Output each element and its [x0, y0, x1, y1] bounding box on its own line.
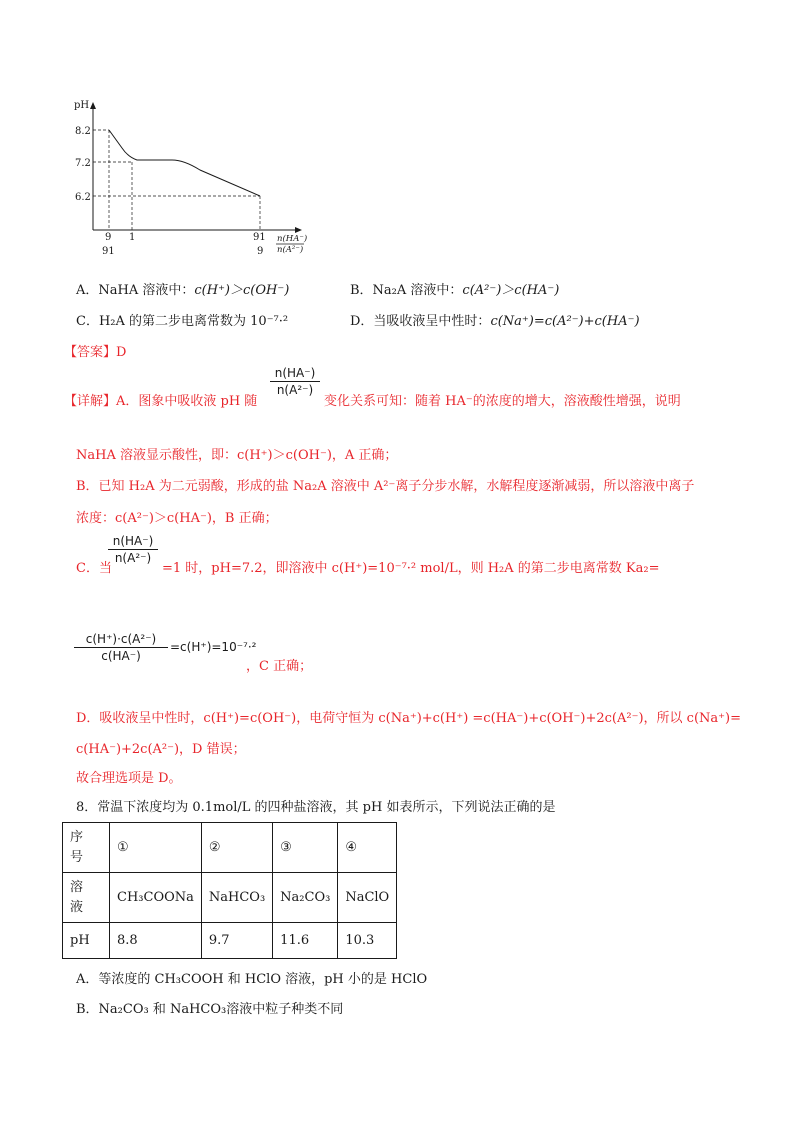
- detail-line-3: B．已知 H₂A 为二元弱酸，形成的盐 Na₂A 溶液中 A²⁻离子分步水解，水解程度逐渐减弱，所以溶液中离子: [76, 479, 695, 494]
- option-c: C．H₂A 的第二步电离常数为 10⁻⁷·²: [76, 314, 289, 329]
- x-tick-1: 1: [129, 232, 136, 243]
- table-cell: CH₃COONa: [110, 873, 202, 923]
- option-b: B．Na₂A 溶液中：c(A²⁻)＞c(HA⁻): [350, 283, 560, 298]
- option-d-expr: c(Na⁺)=c(A²⁻)+c(HA⁻): [490, 314, 640, 329]
- fraction-ha-a2-c: n(HA⁻) n(A²⁻): [108, 533, 158, 566]
- detail-line-5b: =1 时，pH=7.2，即溶液中 c(H⁺)=10⁻⁷·² mol/L，则 H₂A 的第二步电离常数 Ka₂=: [162, 561, 660, 576]
- detail-line-8: c(HA⁻)+2c(A²⁻)，D 错误；: [76, 742, 246, 757]
- option-b-expr: c(A²⁻)＞c(HA⁻): [462, 283, 560, 298]
- x-axis-label-num: n(HA⁻): [277, 234, 308, 244]
- table-cell: ②: [201, 823, 272, 873]
- q8-option-b: B．Na₂CO₃ 和 NaHCO₃溶液中粒子种类不同: [76, 1002, 344, 1017]
- detail-line-1b: 变化关系可知：随着 HA⁻的浓度的增大，溶液酸性增强，说明: [324, 394, 681, 409]
- y-tick-6-2: 6.2: [75, 192, 91, 203]
- detail-line-1a: 【详解】A．图象中吸收液 pH 随: [64, 394, 258, 409]
- table-row: [63, 923, 397, 959]
- equation-fraction: c(H⁺)·c(A²⁻) c(HA⁻): [74, 631, 168, 664]
- detail-line-9: 故合理选项是 D。: [76, 771, 182, 786]
- table-row: [63, 873, 397, 923]
- answer: 【答案】D: [64, 345, 127, 360]
- equation-tail: ，C 正确；: [246, 659, 313, 674]
- table-row: [63, 823, 397, 873]
- table-cell: 10.3: [338, 923, 397, 959]
- x-tick-91-9-num: 91: [253, 232, 266, 243]
- detail-line-7: D．吸收液呈中性时，c(H⁺)=c(OH⁻)，电荷守恒为 c(Na⁺)+c(H⁺) =c(HA⁻)+c(OH⁻)+2c(A²⁻)，所以 c(Na⁺)=: [76, 711, 741, 726]
- table-cell: 8.8: [110, 923, 202, 959]
- equation-rest: =c(H⁺)=10⁻⁷·²: [170, 640, 257, 654]
- fraction-ha-a2: n(HA⁻) n(A²⁻): [270, 365, 320, 398]
- y-axis-label: pH: [74, 100, 90, 111]
- table-cell: ③: [273, 823, 338, 873]
- table-cell: ①: [110, 823, 202, 873]
- x-tick-9-91-den: 91: [102, 246, 115, 257]
- y-tick-8-2: 8.2: [75, 126, 91, 137]
- option-d: D．当吸收液呈中性时：c(Na⁺)=c(A²⁻)+c(HA⁻): [350, 314, 640, 329]
- ph-chart: [60, 96, 320, 266]
- table-cell: 溶液: [70, 879, 84, 915]
- detail-line-5a: C．当: [76, 561, 112, 576]
- table-cell: 11.6: [273, 923, 338, 959]
- x-tick-9-91-num: 9: [105, 232, 112, 243]
- option-a: A．NaHA 溶液中：c(H⁺)＞c(OH⁻): [76, 283, 290, 298]
- option-a-expr: c(H⁺)＞c(OH⁻): [194, 283, 290, 298]
- x-axis-label-den: n(A²⁻): [277, 245, 304, 255]
- q8-option-a: A．等浓度的 CH₃COOH 和 HClO 溶液，pH 小的是 HClO: [76, 972, 428, 987]
- table-cell: ④: [338, 823, 397, 873]
- detail-line-4: 浓度：c(A²⁻)＞c(HA⁻)，B 正确；: [76, 511, 278, 526]
- ph-table: [62, 822, 397, 959]
- ph-curve: [109, 130, 260, 196]
- table-cell: 9.7: [201, 923, 272, 959]
- table-cell: pH: [63, 923, 110, 959]
- table-cell: 序号: [70, 829, 84, 865]
- y-tick-7-2: 7.2: [75, 158, 91, 169]
- table-cell: NaClO: [338, 873, 397, 923]
- detail-line-2: NaHA 溶液显示酸性，即：c(H⁺)＞c(OH⁻)，A 正确；: [76, 448, 398, 463]
- table-cell: NaHCO₃: [201, 873, 272, 923]
- table-cell: Na₂CO₃: [273, 873, 338, 923]
- x-tick-91-9-den: 9: [257, 246, 264, 257]
- q8-stem: 8．常温下浓度均为 0.1mol/L 的四种盐溶液，其 pH 如表所示，下列说法正确的是: [76, 800, 556, 815]
